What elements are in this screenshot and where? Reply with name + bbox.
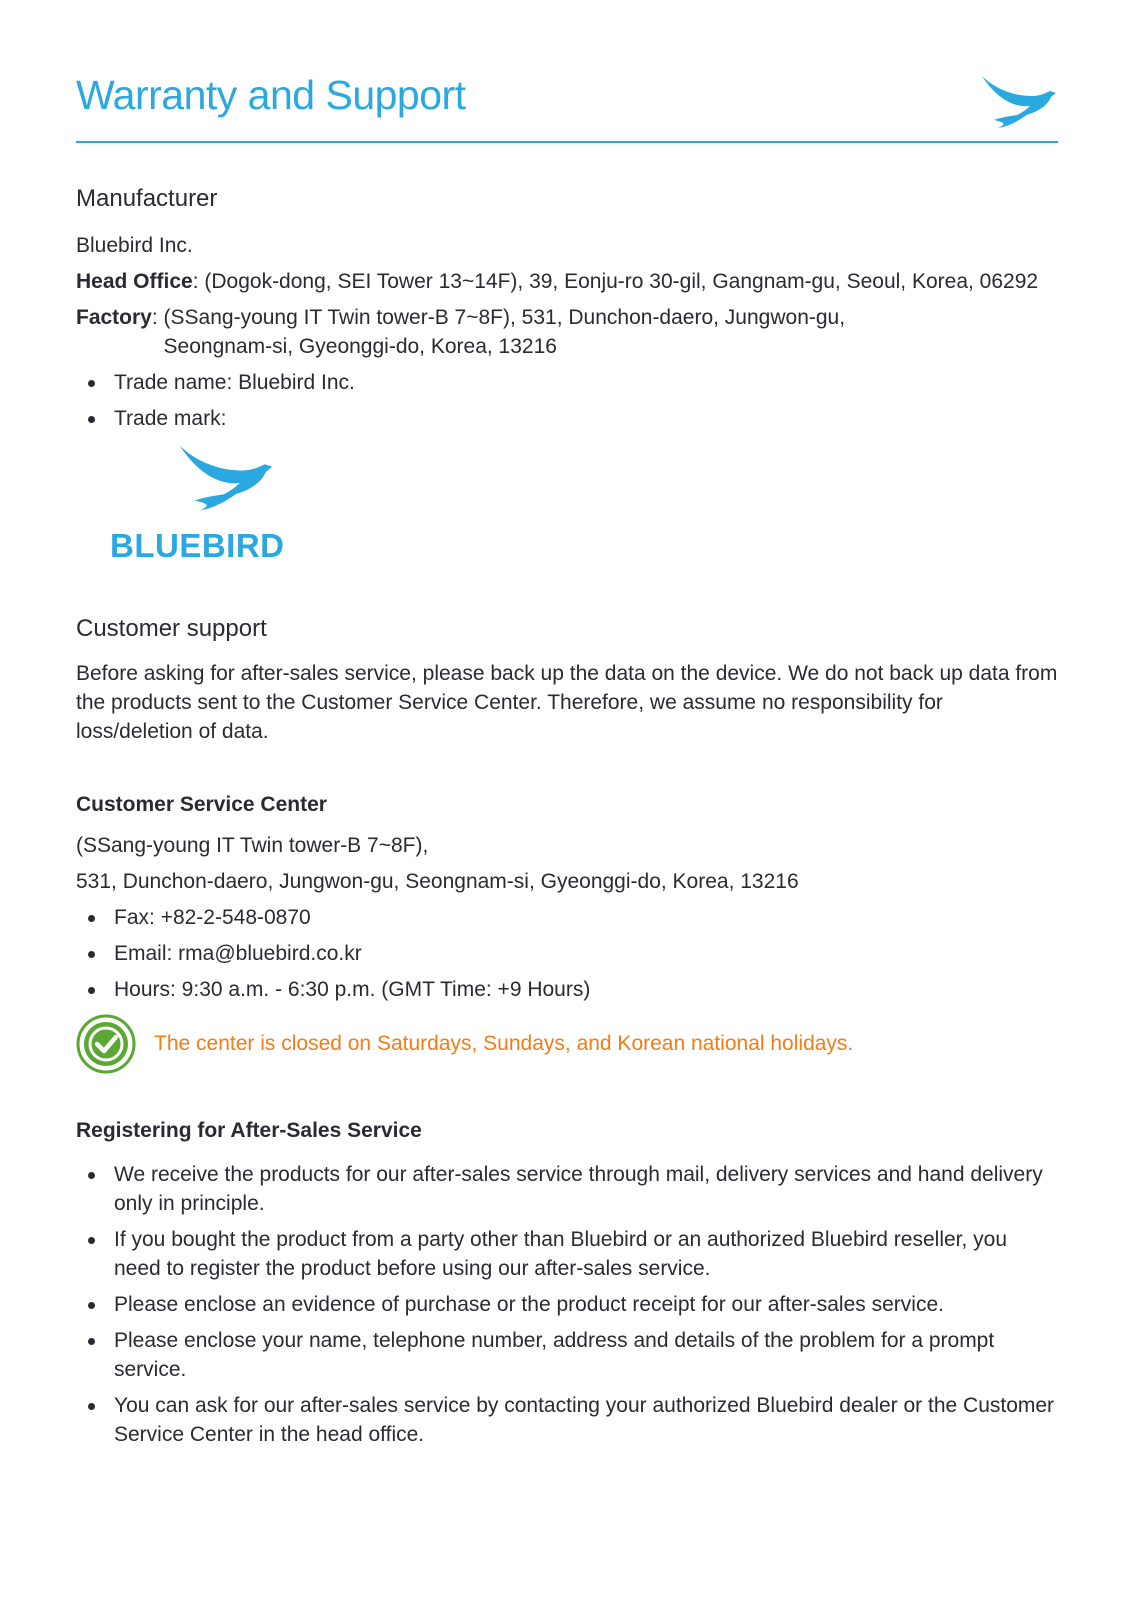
closed-days-note bbox=[76, 1014, 1058, 1074]
list-item: If you bought the product from a party other than Bluebird or an authorized Bluebird reseller, you need to register the product before using our after-sales service. bbox=[76, 1225, 1058, 1283]
check-circle-icon bbox=[76, 1014, 136, 1074]
trademark-wordmark: BLUEBIRD bbox=[110, 527, 285, 564]
list-item: We receive the products for our after-sales service through mail, delivery services and hand delivery only in principle. bbox=[76, 1160, 1058, 1218]
factory: Factory: (SSang-young IT Twin tower-B 7~8F), 531, Dunchon-daero, Jungwon-gu, Seongnam-si, Gyeonggi-do, Korea, 13216 bbox=[76, 306, 846, 358]
manufacturer-bullets bbox=[76, 368, 1058, 433]
list-item: Trade name: Bluebird Inc. bbox=[76, 368, 1058, 397]
factory-address-line1: (SSang-young IT Twin tower-B 7~8F), 531, Dunchon-daero, Jungwon-gu, bbox=[163, 306, 846, 329]
page-title: Warranty and Support bbox=[76, 72, 466, 118]
list-item: Please enclose an evidence of purchase or the product receipt for our after-sales service. bbox=[76, 1290, 1058, 1319]
header-divider bbox=[76, 141, 1058, 143]
bluebird-trademark-logo bbox=[110, 443, 310, 569]
head-office-label: Head Office bbox=[76, 270, 193, 293]
factory-label: Factory bbox=[76, 306, 152, 329]
bluebird-trademark-bird-icon bbox=[156, 443, 296, 513]
manufacturer-heading: Manufacturer bbox=[76, 185, 218, 212]
service-center-address-line2: 531, Dunchon-daero, Jungwon-gu, Seongnam-si, Gyeonggi-do, Korea, 13216 bbox=[76, 870, 799, 893]
list-item: Trade mark: bbox=[76, 404, 1058, 433]
service-center-heading: Customer Service Center bbox=[76, 793, 327, 816]
customer-support-heading: Customer support bbox=[76, 615, 267, 642]
service-center-bullets bbox=[76, 903, 1058, 1004]
list-item-fax: Fax: +82-2-548-0870 bbox=[76, 903, 1058, 932]
registering-bullets bbox=[76, 1160, 1058, 1449]
bluebird-bird-icon bbox=[980, 74, 1058, 130]
list-item: Please enclose your name, telephone number, address and details of the problem for a prompt service. bbox=[76, 1326, 1058, 1384]
closed-days-text: The center is closed on Saturdays, Sundays, and Korean national holidays. bbox=[154, 1032, 854, 1055]
list-item-email: Email: rma@bluebird.co.kr bbox=[76, 939, 1058, 968]
factory-address-line2: Seongnam-si, Gyeonggi-do, Korea, 13216 bbox=[163, 335, 557, 358]
list-item: You can ask for our after-sales service by contacting your authorized Bluebird dealer or the Customer Service Center in the head office. bbox=[76, 1391, 1058, 1449]
head-office-address: : (Dogok-dong, SEI Tower 13~14F), 39, Eonju-ro 30-gil, Gangnam-gu, Seoul, Korea, 06292 bbox=[192, 270, 1039, 293]
registering-heading: Registering for After-Sales Service bbox=[76, 1119, 422, 1142]
service-center-address-line1: (SSang-young IT Twin tower-B 7~8F), bbox=[76, 834, 429, 857]
list-item-hours: Hours: 9:30 a.m. - 6:30 p.m. (GMT Time: +9 Hours) bbox=[76, 975, 1058, 1004]
head-office bbox=[76, 267, 1058, 296]
customer-support-body: Before asking for after-sales service, please back up the data on the device. We do not back up data from the products sent to the Customer Service Center. Therefore, we assume no responsibility for loss/deletion of data. bbox=[76, 662, 1058, 743]
company-name: Bluebird Inc. bbox=[76, 234, 193, 257]
main-content bbox=[76, 185, 1058, 1456]
